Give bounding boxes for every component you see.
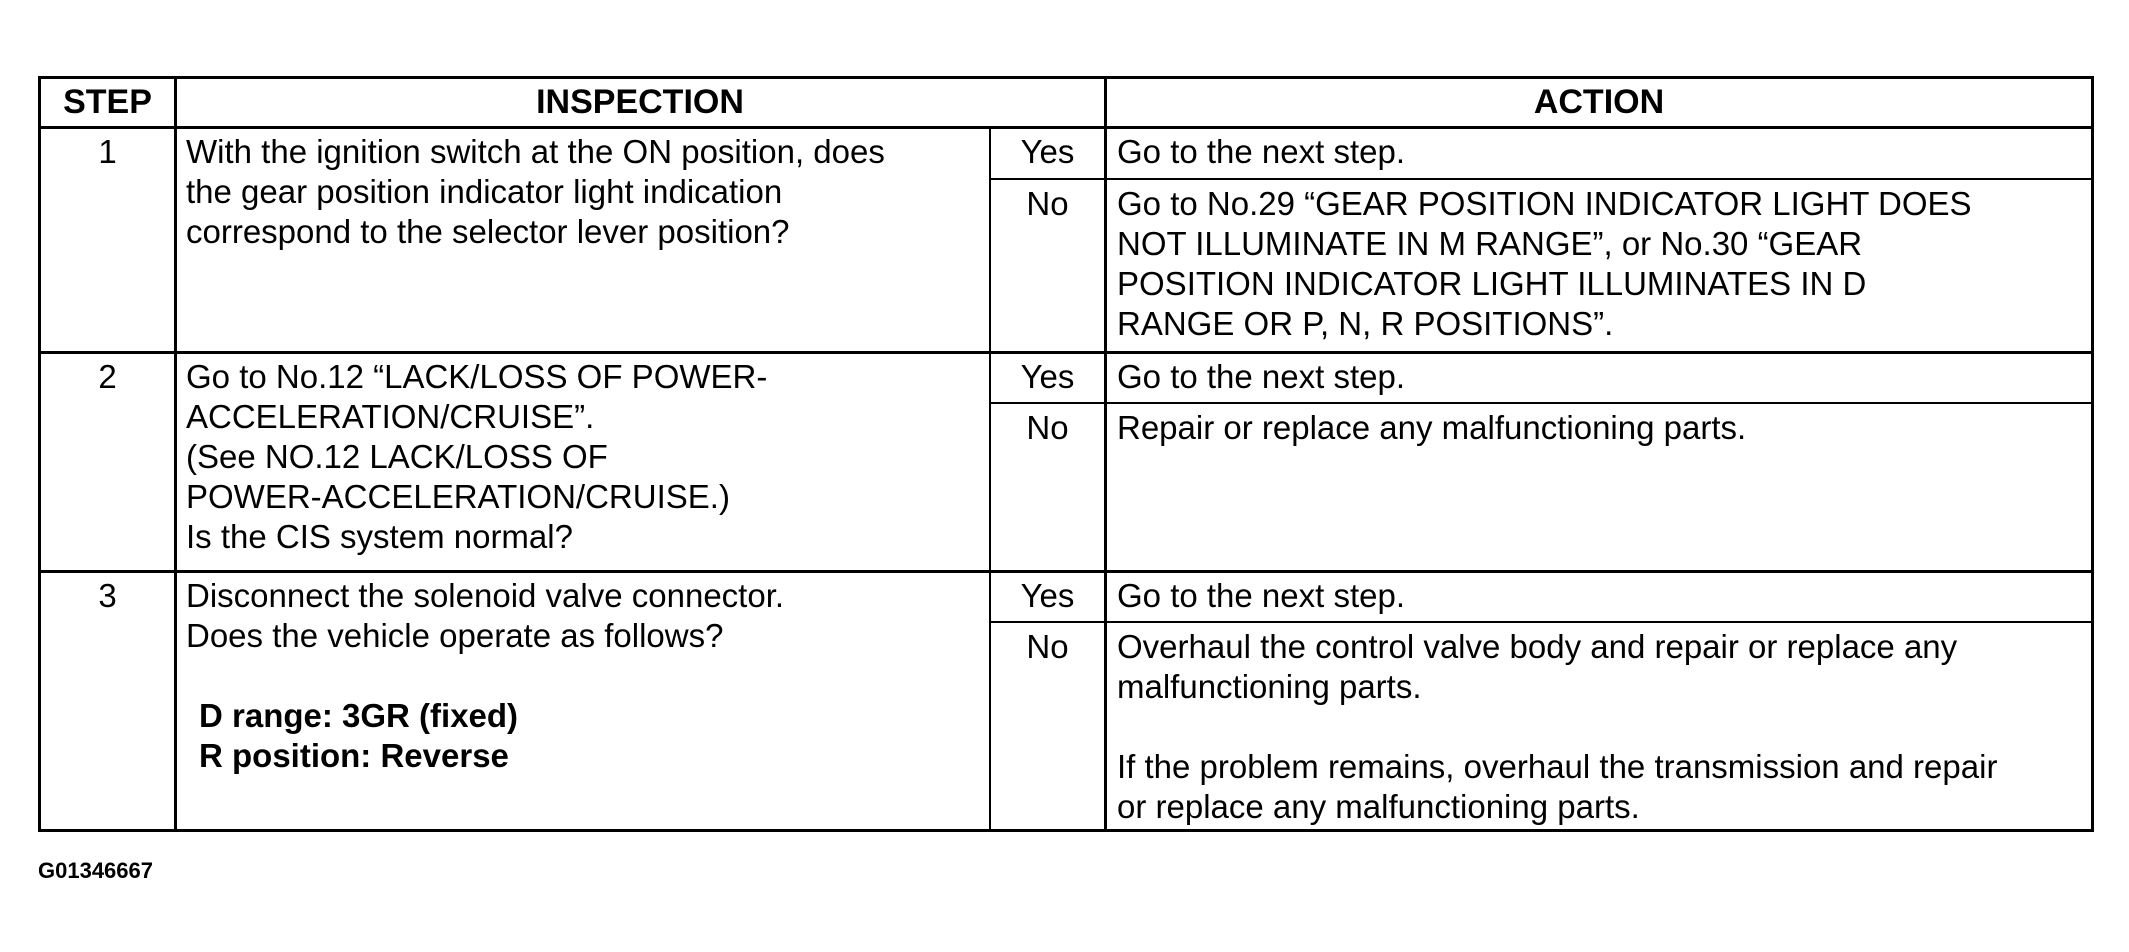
row2-divider	[41, 570, 2091, 573]
figure-id-caption: G01346667	[38, 858, 153, 883]
step-column-divider	[174, 79, 177, 829]
row2-yes-no-divider	[989, 402, 2091, 404]
row3-inspection: Disconnect the solenoid valve connector. Does the vehicle operate as follows?	[186, 577, 785, 654]
row1-inspection: With the ignition switch at the ON position, does the gear position indicator light indication correspond to the selector lever position?	[186, 133, 885, 250]
row3-yes-action: Go to the next step.	[1117, 577, 1406, 614]
row1-step: 1	[98, 133, 117, 170]
row3-yes-no-divider	[989, 621, 2091, 623]
row1-yes-no-divider	[989, 178, 2091, 180]
row2-yes-action: Go to the next step.	[1117, 358, 1406, 395]
yes-no-column-divider	[989, 126, 991, 829]
row1-yes-action: Go to the next step.	[1117, 133, 1406, 170]
row3-inspection-conditions: D range: 3GR (fixed) R position: Reverse	[199, 697, 519, 774]
row1-yes-label: Yes	[1020, 133, 1075, 170]
row3-no-action: Overhaul the control valve body and repair or replace any malfunctioning parts.	[1117, 628, 1958, 705]
row3-step: 3	[98, 577, 117, 614]
row2-no-label: No	[1026, 409, 1069, 446]
row3-yes-label: Yes	[1020, 577, 1075, 614]
header-action: ACTION	[1533, 83, 1665, 121]
diagnosis-table	[38, 76, 2094, 832]
row2-no-action: Repair or replace any malfunctioning parts.	[1117, 409, 1747, 446]
header-divider	[41, 126, 2091, 129]
row3-no-label: No	[1026, 628, 1069, 665]
row2-step: 2	[98, 358, 117, 395]
row1-no-label: No	[1026, 185, 1069, 222]
row2-inspection: Go to No.12 “LACK/LOSS OF POWER- ACCELERATION/CRUISE”. (See NO.12 LACK/LOSS OF POWER-ACCELERATION/CRUISE.) Is the CIS system normal?	[186, 358, 768, 555]
header-inspection: INSPECTION	[536, 83, 744, 121]
row3-no-action-extra: If the problem remains, overhaul the transmission and repair or replace any malfunctioning parts.	[1117, 748, 1998, 825]
row2-yes-label: Yes	[1020, 358, 1075, 395]
row1-divider	[41, 351, 2091, 354]
row1-no-action: Go to No.29 “GEAR POSITION INDICATOR LIGHT DOES NOT ILLUMINATE IN M RANGE”, or No.30 “GEAR POSITION INDICATOR LIGHT ILLUMINATES IN D RANGE OR P, N, R POSITIONS”.	[1117, 185, 1972, 342]
header-step: STEP	[63, 83, 152, 121]
inspection-action-divider	[1104, 79, 1107, 829]
